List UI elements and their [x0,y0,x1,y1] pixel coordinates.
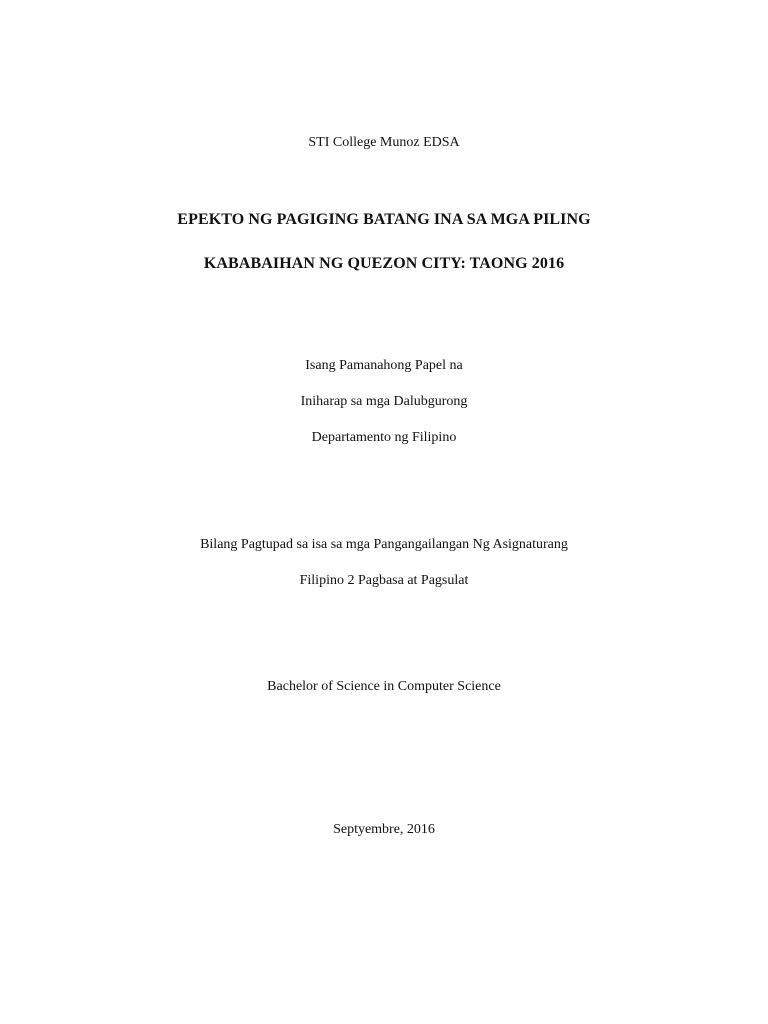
presentation-line-2: Iniharap sa mga Dalubgurong [300,394,468,409]
presentation-line-1: Isang Pamanahong Papel na [305,358,463,373]
submission-date: Septyembre, 2016 [333,822,435,837]
requirement-line-2: Filipino 2 Pagbasa at Pagsulat [299,573,469,588]
paper-title-line-2: KABABAIHAN NG QUEZON CITY: TAONG 2016 [203,255,565,272]
presentation-line-3: Departamento ng Filipino [311,430,457,445]
degree-program: Bachelor of Science in Computer Science [267,679,501,694]
institution-name: STI College Munoz EDSA [308,135,460,150]
requirement-line-1: Bilang Pagtupad sa isa sa mga Pangangailangan Ng Asignaturang [200,537,568,552]
paper-title-line-1: EPEKTO NG PAGIGING BATANG INA SA MGA PILING [177,211,591,228]
